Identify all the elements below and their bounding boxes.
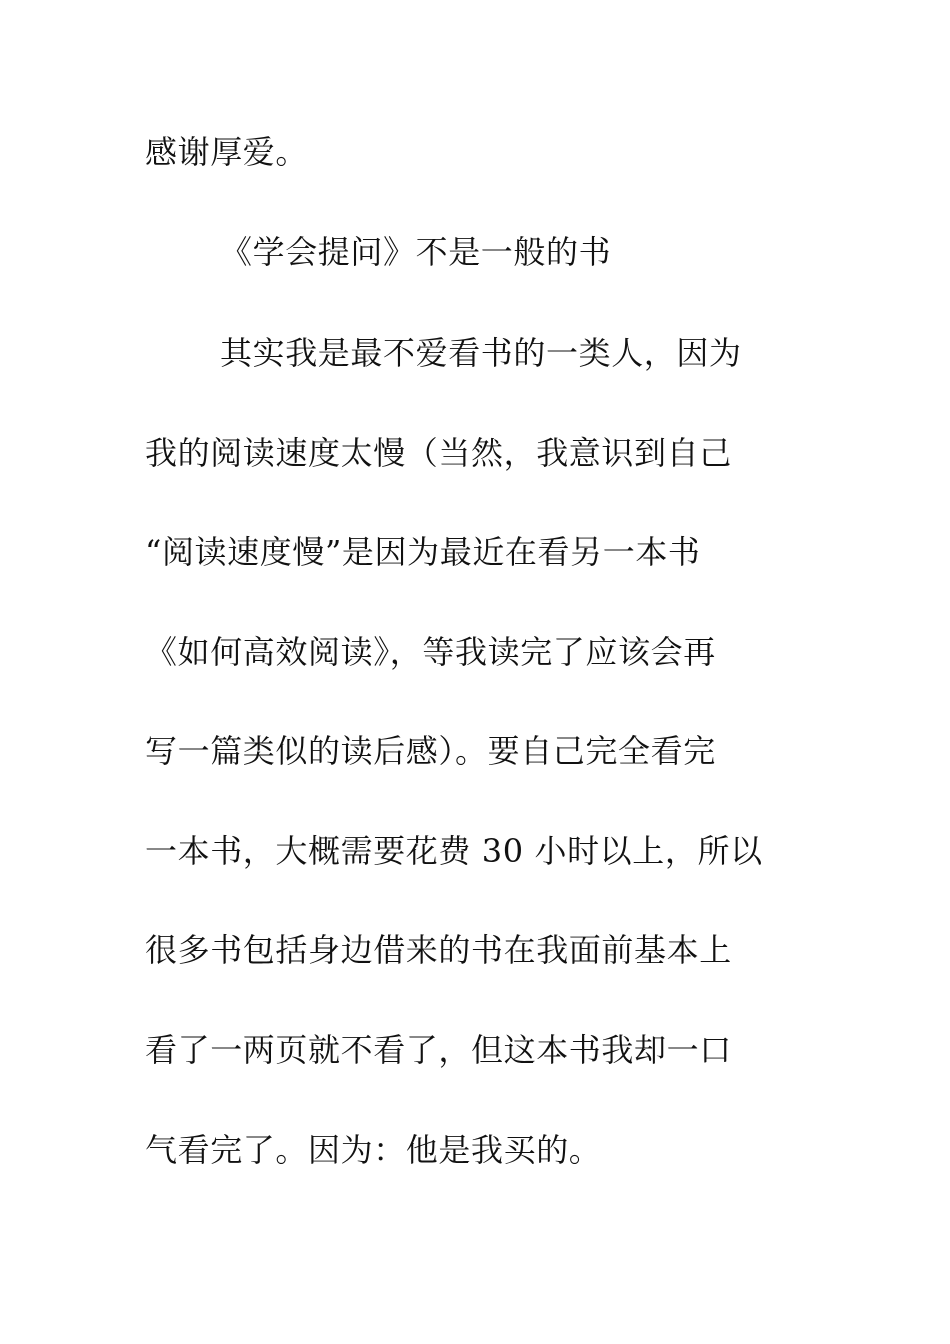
paragraph-line: 我的阅读速度太慢（当然，我意识到自己 [145, 434, 732, 472]
paragraph-line: 气看完了。因为：他是我买的。 [145, 1131, 602, 1169]
paragraph-line: 一本书，大概需要花费 30 小时以上，所以 [145, 832, 763, 870]
paragraph-line: 写一篇类似的读后感）。要自己完全看完 [145, 732, 716, 770]
paragraph-line: 其实我是最不爱看书的一类人，因为 [220, 334, 742, 372]
paragraph-line: 很多书包括身边借来的书在我面前基本上 [145, 931, 732, 969]
paragraph-line: “阅读速度慢”是因为最近在看另一本书 [145, 533, 701, 571]
paragraph-line: 看了一两页就不看了，但这本书我却一口 [145, 1031, 732, 1069]
paragraph-line: 《如何高效阅读》，等我读完了应该会再 [145, 633, 716, 671]
section-title: 《学会提问》不是一般的书 [220, 233, 612, 271]
closing-line: 感谢厚爱。 [145, 133, 309, 171]
